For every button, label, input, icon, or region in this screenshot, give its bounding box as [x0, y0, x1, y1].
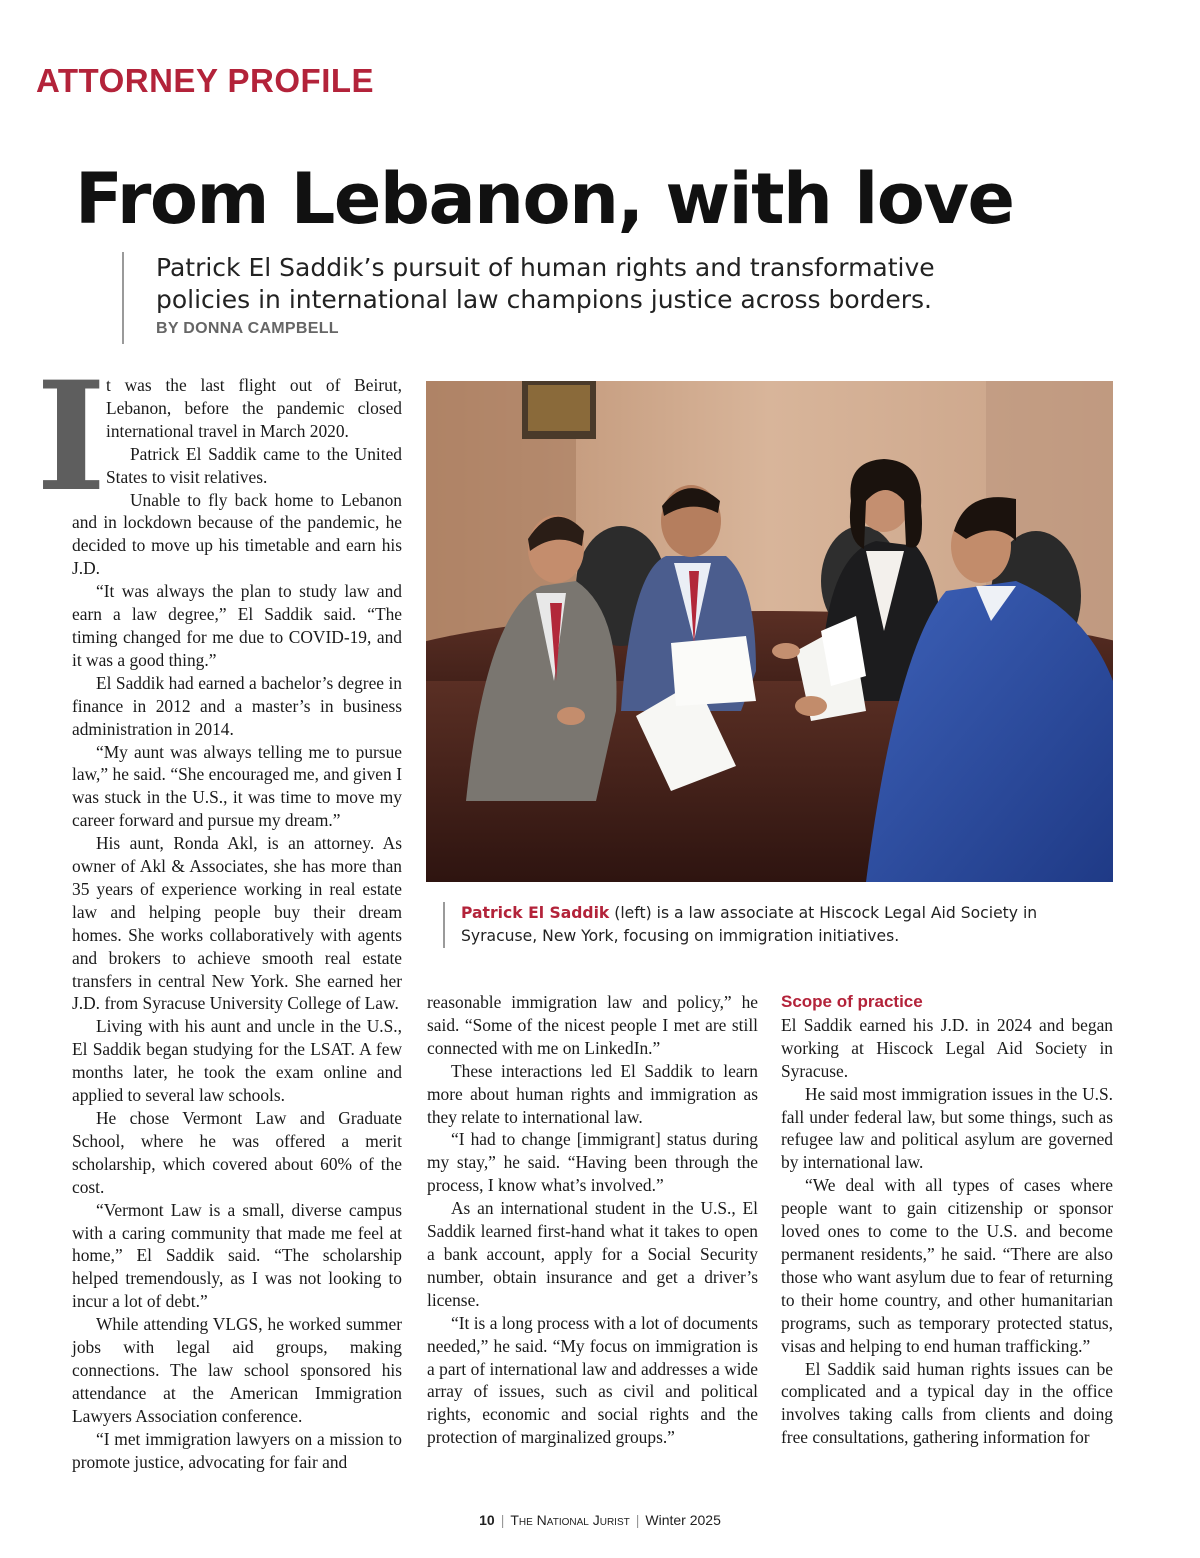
paragraph: “I had to change [immigrant] status during my stay,” he said. “Having been through the process, I know what’s involved.”	[427, 1129, 758, 1196]
magazine-name: The National Jurist	[510, 1512, 630, 1528]
paragraph: Patrick El Saddik came to the United States to visit relatives.	[106, 443, 402, 487]
section-heading: Scope of practice	[781, 992, 923, 1011]
headline: From Lebanon, with love	[75, 158, 1014, 240]
paragraph: “We deal with all types of cases where people want to gain citizenship or sponsor loved ones to come to the U.S. and become permanent residents,” he said. “There are also those who want asylum due to fear of returning to their home country, and other humanitarian programs, such as temporary protected status, visas and helping to end human trafficking.”	[781, 1175, 1113, 1356]
paragraph: Unable to fly back home to Lebanon and in lockdown because of the pandemic, he decided to move up his timetable and earn his J.D.	[72, 489, 402, 579]
paragraph: El Saddik earned his J.D. in 2024 and began working at Hiscock Legal Aid Society in Syracuse.	[781, 1014, 1113, 1081]
caption-text: (left) is a law associate at Hiscock Legal Aid Society in Syracuse, New York, focusing on immigration initiatives.	[461, 904, 1038, 945]
paragraph: “My aunt was always telling me to pursue law,” he said. “She encouraged me, and given I was stuck in the U.S., it was time to move my career forward and pursue my dream.”	[72, 741, 402, 831]
paragraph: El Saddik had earned a bachelor’s degree in finance in 2012 and a master’s in business administration in 2014.	[72, 672, 402, 739]
page-number: 10	[479, 1512, 495, 1528]
section-kicker: ATTORNEY PROFILE	[36, 62, 375, 99]
byline: BY DONNA CAMPBELL	[156, 320, 339, 337]
article-column-2	[427, 991, 758, 1449]
subhead: Patrick El Saddik’s pursuit of human rights and transformative policies in international law champions justice across borders.	[156, 253, 935, 314]
paragraph: He said most immigration issues in the U.S. fall under federal law, but some things, such as refugee law and political asylum are governed by international law.	[781, 1083, 1113, 1173]
page-footer	[0, 1512, 1200, 1528]
deck	[122, 252, 976, 344]
article-column-1	[36, 349, 402, 1474]
article-column-3	[781, 991, 1113, 1449]
paragraph: El Saddik said human rights issues can be complicated and a typical day in the office involves taking calls from clients and doing free consultations, gathering information for	[781, 1358, 1113, 1448]
dropcap: I	[36, 349, 107, 525]
paragraph: He chose Vermont Law and Graduate School, where he was offered a merit scholarship, which covered about 60% of the cost.	[72, 1108, 402, 1197]
paragraph: “I met immigration lawyers on a mission to promote justice, advocating for fair and	[72, 1428, 402, 1472]
paragraph: reasonable immigration law and policy,” he said. “Some of the nicest people I met are still connected with me on LinkedIn.”	[427, 992, 758, 1058]
paragraph: These interactions led El Saddik to learn more about human rights and immigration as they relate to international law.	[427, 1060, 758, 1127]
paragraph: As an international student in the U.S., El Saddik learned first-hand what it takes to open a bank account, apply for a Social Security number, obtain insurance and get a driver’s license.	[427, 1198, 758, 1310]
issue-date: Winter 2025	[645, 1512, 721, 1528]
paragraph: “It was always the plan to study law and earn a law degree,” El Saddik said. “The timing changed for me due to COVID-19, and it was a good thing.”	[72, 581, 402, 670]
paragraph: His aunt, Ronda Akl, is an attorney. As owner of Akl & Associates, she has more than 35 years of experience working in real estate law and helping people buy their dream homes. She works collaboratively with agents and brokers to achieve smooth real estate transfers in central New York. She earned her J.D. from Syracuse University College of Law.	[72, 833, 402, 1014]
footer-divider: |	[635, 1512, 640, 1528]
paragraph: Living with his aunt and uncle in the U.S., El Saddik began studying for the LSAT. A few months later, he took the exam online and applied to several law schools.	[72, 1016, 402, 1106]
photo-caption	[443, 902, 1101, 948]
paragraph: t was the last flight out of Beirut, Lebanon, before the pandemic closed international travel in March 2020.	[106, 375, 402, 441]
paragraph: While attending VLGS, he worked summer jobs with legal aid groups, making connections. The law school sponsored his attendance at the American Immigration Lawyers Association conference.	[72, 1314, 402, 1426]
paragraph: “It is a long process with a lot of documents needed,” he said. “My focus on immigration is a part of international law and addresses a wide array of issues, such as civil and political rights, economic and social rights and the protection of marginalized groups.”	[427, 1312, 758, 1448]
caption-name: Patrick El Saddik	[461, 904, 610, 922]
paragraph: “Vermont Law is a small, diverse campus with a caring community that made me feel at home,” El Saddik said. “The scholarship helped tremendously, as I was not looking to incur a lot of debt.”	[72, 1199, 402, 1312]
footer-divider: |	[500, 1512, 505, 1528]
meeting-photo	[426, 381, 1113, 882]
